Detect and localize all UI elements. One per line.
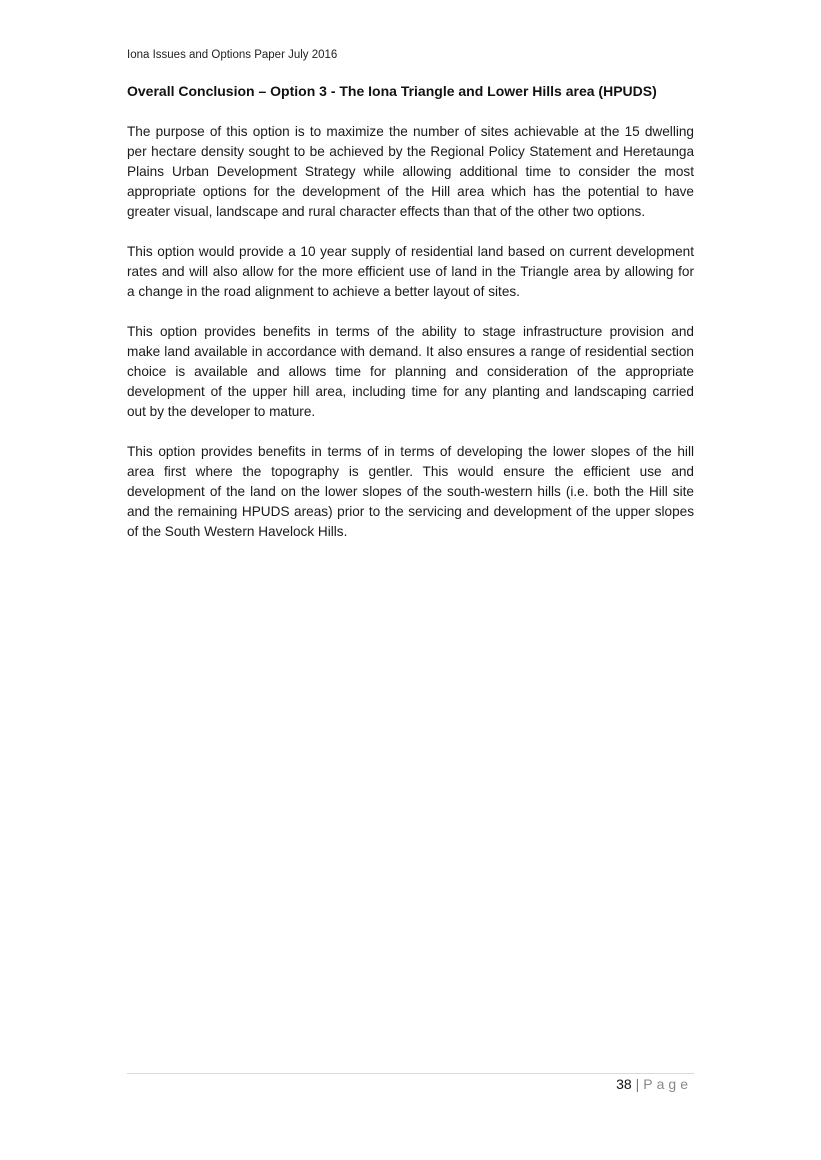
running-header: Iona Issues and Options Paper July 2016 (127, 49, 338, 61)
text-line: make land available in accordance with demand. It also ensures a range of residential section (127, 344, 694, 359)
paragraph (127, 242, 694, 302)
footer-separator: | (635, 1076, 640, 1092)
text-line: out by the developer to mature. (127, 404, 316, 419)
text-line: choice is available and allows time for planning and consideration of the appropriate (127, 364, 694, 379)
page-label: Page (643, 1076, 692, 1092)
paragraph (127, 122, 694, 222)
paragraph (127, 322, 694, 422)
text-line: of the South Western Havelock Hills. (127, 524, 348, 539)
section-title: Overall Conclusion – Option 3 - The Iona Triangle and Lower Hills area (HPUDS) (127, 83, 657, 99)
text-line: The purpose of this option is to maximize the number of sites achievable at the 15 dwelling (127, 124, 694, 139)
text-line: appropriate options for the development of the Hill area which has the potential to have (127, 184, 694, 199)
text-line: Plains Urban Development Strategy while allowing additional time to consider the most (127, 164, 694, 179)
text-line: per hectare density sought to be achieved by the Regional Policy Statement and Heretaunga (127, 144, 694, 159)
text-line: This option provides benefits in terms of in terms of developing the lower slopes of the hill (127, 444, 694, 459)
text-line: a change in the road alignment to achieve a better layout of sites. (127, 284, 520, 299)
paragraph (127, 442, 694, 542)
text-line: greater visual, landscape and rural character effects than that of the other two options. (127, 204, 646, 219)
text-line: This option would provide a 10 year supply of residential land based on current development (127, 244, 694, 259)
text-line: development of the land on the lower slopes of the south-western hills (i.e. both the Hill site (127, 484, 694, 499)
text-line: This option provides benefits in terms of the ability to stage infrastructure provision and (127, 324, 694, 339)
page-footer (616, 1076, 692, 1092)
text-line: area first where the topography is gentler. This would ensure the efficient use and (127, 464, 694, 479)
footer-divider (127, 1073, 694, 1074)
text-line: rates and will also allow for the more efficient use of land in the Triangle area by allowing for (127, 264, 694, 279)
text-line: and the remaining HPUDS areas) prior to the servicing and development of the upper slopes (127, 504, 694, 519)
text-line: development of the upper hill area, including time for any planting and landscaping carried (127, 384, 694, 399)
page-number: 38 (616, 1076, 632, 1092)
body-text (127, 122, 694, 562)
